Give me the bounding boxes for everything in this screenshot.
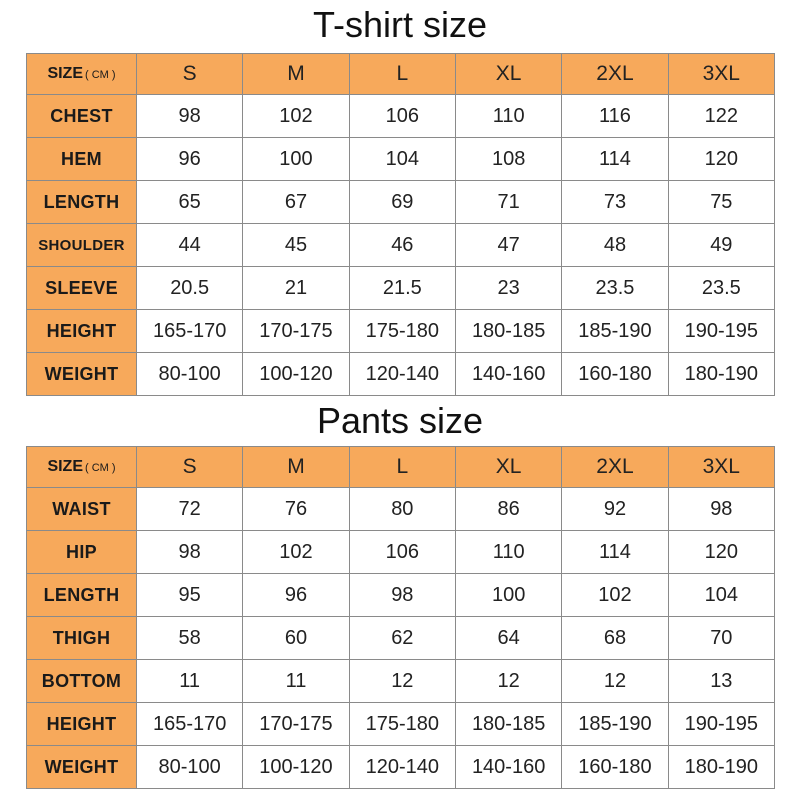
- table-cell: 102: [243, 531, 349, 574]
- table-cell: 104: [349, 138, 455, 181]
- table-cell: 185-190: [562, 310, 668, 353]
- table-row: [27, 310, 775, 353]
- measurement-label: HIP: [27, 531, 137, 574]
- table-cell: 44: [137, 224, 243, 267]
- table-cell: 100-120: [243, 353, 349, 396]
- table-cell: 86: [455, 488, 561, 531]
- table-row: [27, 574, 775, 617]
- table-row: [27, 95, 775, 138]
- table-cell: 180-185: [455, 310, 561, 353]
- measurement-label: WAIST: [27, 488, 137, 531]
- table-cell: 20.5: [137, 267, 243, 310]
- table-cell: 12: [349, 660, 455, 703]
- table-cell: 96: [137, 138, 243, 181]
- size-header-label: SIZE: [47, 65, 83, 82]
- table-row: [27, 660, 775, 703]
- tshirt-size-table: [26, 53, 775, 396]
- table-row: [27, 267, 775, 310]
- table-cell: 75: [668, 181, 774, 224]
- table-cell: 69: [349, 181, 455, 224]
- table-cell: 23.5: [668, 267, 774, 310]
- measurement-label: SHOULDER: [27, 224, 137, 267]
- tshirt-table-body: [27, 54, 775, 396]
- table-cell: 122: [668, 95, 774, 138]
- table-row: [27, 703, 775, 746]
- table-row: [27, 353, 775, 396]
- table-cell: 175-180: [349, 703, 455, 746]
- table-cell: 170-175: [243, 703, 349, 746]
- table-cell: 67: [243, 181, 349, 224]
- table-cell: 47: [455, 224, 561, 267]
- table-cell: 170-175: [243, 310, 349, 353]
- unit-label: ( CM ): [85, 462, 116, 474]
- table-cell: 175-180: [349, 310, 455, 353]
- table-cell: 49: [668, 224, 774, 267]
- table-cell: 23.5: [562, 267, 668, 310]
- table-cell: 100: [243, 138, 349, 181]
- table-cell: 46: [349, 224, 455, 267]
- table-cell: 98: [668, 488, 774, 531]
- table-header-row: [27, 447, 775, 488]
- size-column-header: L: [349, 447, 455, 488]
- table-cell: 64: [455, 617, 561, 660]
- size-column-header: 3XL: [668, 447, 774, 488]
- table-cell: 160-180: [562, 353, 668, 396]
- table-cell: 100-120: [243, 746, 349, 789]
- measurement-label: LENGTH: [27, 574, 137, 617]
- table-cell: 108: [455, 138, 561, 181]
- table-cell: 11: [137, 660, 243, 703]
- table-cell: 180-190: [668, 353, 774, 396]
- measurement-label: THIGH: [27, 617, 137, 660]
- table-cell: 76: [243, 488, 349, 531]
- table-cell: 110: [455, 531, 561, 574]
- table-cell: 110: [455, 95, 561, 138]
- measurement-label: WEIGHT: [27, 746, 137, 789]
- table-cell: 12: [562, 660, 668, 703]
- size-column-header: M: [243, 447, 349, 488]
- table-cell: 116: [562, 95, 668, 138]
- table-cell: 68: [562, 617, 668, 660]
- measurement-label: CHEST: [27, 95, 137, 138]
- table-cell: 80-100: [137, 746, 243, 789]
- table-cell: 165-170: [137, 703, 243, 746]
- table-cell: 106: [349, 531, 455, 574]
- pants-size-title: Pants size: [316, 400, 484, 441]
- table-cell: 102: [562, 574, 668, 617]
- measurement-label: SLEEVE: [27, 267, 137, 310]
- pants-size-table: [26, 446, 775, 789]
- table-cell: 21.5: [349, 267, 455, 310]
- table-row: [27, 617, 775, 660]
- size-column-header: S: [137, 447, 243, 488]
- size-column-header: M: [243, 54, 349, 95]
- size-column-header: 2XL: [562, 447, 668, 488]
- table-cell: 92: [562, 488, 668, 531]
- size-column-header: 2XL: [562, 54, 668, 95]
- tshirt-size-title: T-shirt size: [312, 4, 488, 45]
- table-cell: 58: [137, 617, 243, 660]
- table-cell: 13: [668, 660, 774, 703]
- table-cell: 120-140: [349, 353, 455, 396]
- table-cell: 60: [243, 617, 349, 660]
- table-cell: 114: [562, 138, 668, 181]
- table-cell: 21: [243, 267, 349, 310]
- pants-table-body: [27, 447, 775, 789]
- table-cell: 70: [668, 617, 774, 660]
- table-cell: 100: [455, 574, 561, 617]
- table-cell: 12: [455, 660, 561, 703]
- measurement-label: LENGTH: [27, 181, 137, 224]
- size-column-header: 3XL: [668, 54, 774, 95]
- table-cell: 120: [668, 138, 774, 181]
- table-cell: 160-180: [562, 746, 668, 789]
- table-cell: 114: [562, 531, 668, 574]
- table-cell: 96: [243, 574, 349, 617]
- measurement-label: BOTTOM: [27, 660, 137, 703]
- size-column-header: S: [137, 54, 243, 95]
- table-cell: 165-170: [137, 310, 243, 353]
- table-cell: 185-190: [562, 703, 668, 746]
- size-unit-header: [27, 447, 137, 488]
- table-cell: 65: [137, 181, 243, 224]
- measurement-label: HEIGHT: [27, 703, 137, 746]
- table-cell: 140-160: [455, 353, 561, 396]
- table-cell: 98: [137, 95, 243, 138]
- table-header-row: [27, 54, 775, 95]
- table-cell: 48: [562, 224, 668, 267]
- table-cell: 62: [349, 617, 455, 660]
- table-cell: 106: [349, 95, 455, 138]
- table-row: [27, 746, 775, 789]
- table-cell: 98: [349, 574, 455, 617]
- table-cell: 95: [137, 574, 243, 617]
- table-cell: 11: [243, 660, 349, 703]
- table-cell: 180-185: [455, 703, 561, 746]
- size-column-header: XL: [455, 447, 561, 488]
- size-column-header: XL: [455, 54, 561, 95]
- measurement-label: HEM: [27, 138, 137, 181]
- table-cell: 104: [668, 574, 774, 617]
- table-cell: 190-195: [668, 703, 774, 746]
- table-cell: 80-100: [137, 353, 243, 396]
- table-cell: 102: [243, 95, 349, 138]
- measurement-label: WEIGHT: [27, 353, 137, 396]
- table-cell: 190-195: [668, 310, 774, 353]
- table-cell: 23: [455, 267, 561, 310]
- unit-label: ( CM ): [85, 69, 116, 81]
- table-cell: 98: [137, 531, 243, 574]
- size-unit-header: [27, 54, 137, 95]
- measurement-label: HEIGHT: [27, 310, 137, 353]
- size-header-label: SIZE: [47, 458, 83, 475]
- table-cell: 80: [349, 488, 455, 531]
- size-column-header: L: [349, 54, 455, 95]
- table-cell: 72: [137, 488, 243, 531]
- table-cell: 73: [562, 181, 668, 224]
- table-row: [27, 181, 775, 224]
- table-row: [27, 531, 775, 574]
- table-row: [27, 138, 775, 181]
- table-cell: 120-140: [349, 746, 455, 789]
- table-cell: 71: [455, 181, 561, 224]
- table-cell: 140-160: [455, 746, 561, 789]
- table-cell: 120: [668, 531, 774, 574]
- table-cell: 45: [243, 224, 349, 267]
- table-row: [27, 224, 775, 267]
- table-row: [27, 488, 775, 531]
- table-cell: 180-190: [668, 746, 774, 789]
